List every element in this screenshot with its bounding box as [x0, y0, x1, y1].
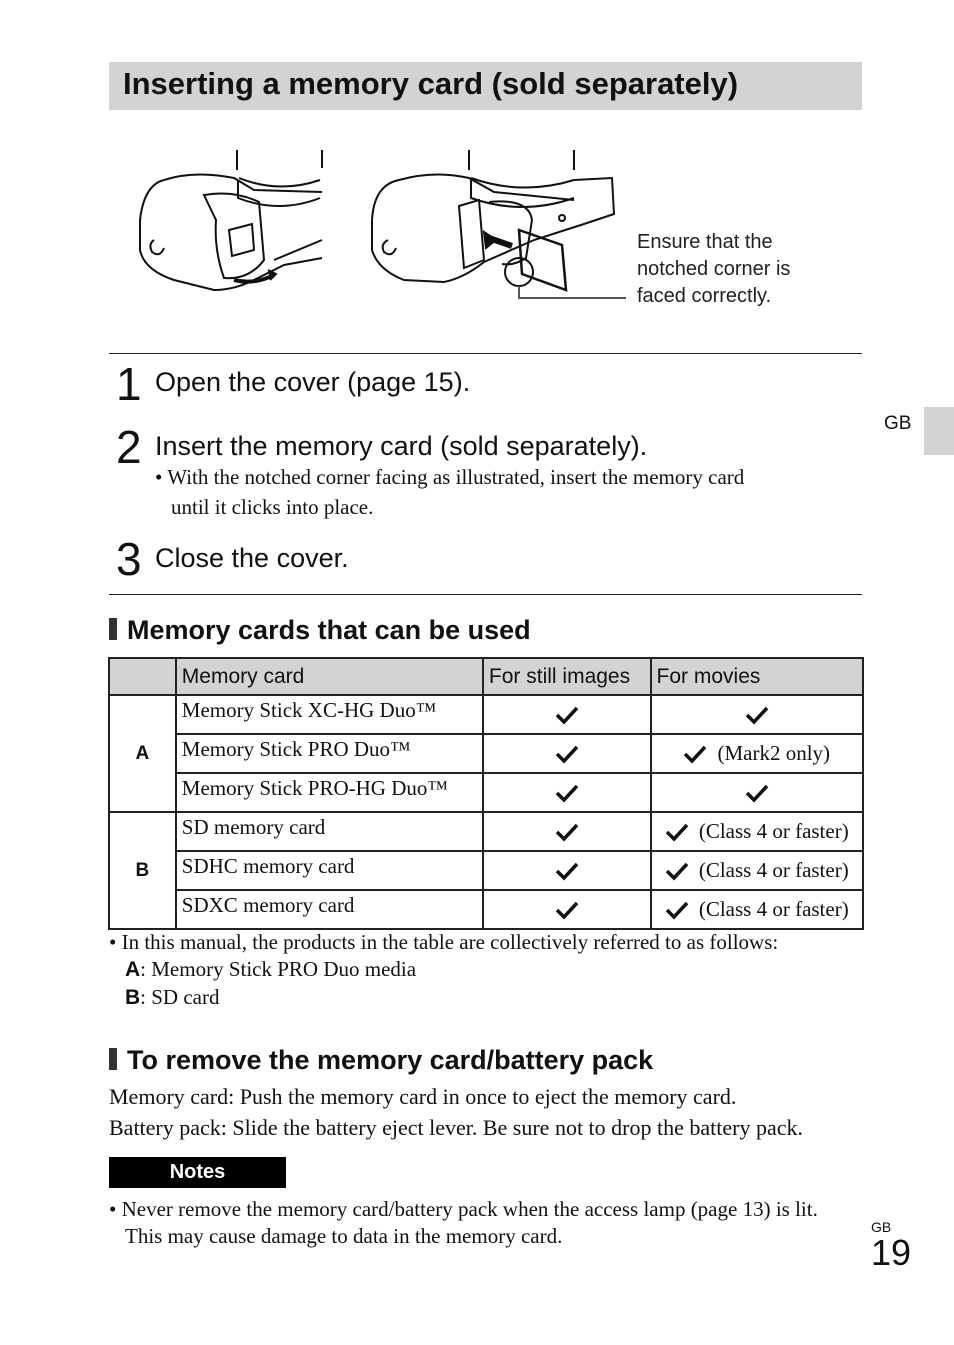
step-bullet: • With the notched corner facing as illustrated, insert the memory card	[155, 465, 745, 489]
illustration-caption-line: Ensure that the	[637, 231, 773, 253]
checkmark-icon	[555, 822, 579, 842]
note-text: Never remove the memory card/battery pack when the access lamp (page 13) is lit.	[121, 1197, 818, 1221]
legend-key: A	[125, 958, 141, 981]
table-header-cell	[109, 658, 176, 695]
movie-note: (Class 4 or faster)	[698, 858, 849, 882]
checkmark-icon	[555, 900, 579, 920]
checkmark-icon	[555, 783, 579, 803]
card-name: SDXC memory card	[176, 890, 483, 929]
step-bullet-text: With the notched corner facing as illustrated, insert the memory card	[167, 465, 745, 489]
step-text: Close the cover.	[155, 543, 349, 573]
section-heading: Memory cards that can be used	[109, 615, 531, 646]
legend-value: : Memory Stick PRO Duo media	[140, 957, 417, 981]
movie-check-cell	[651, 890, 863, 929]
step-text: Insert the memory card (sold separately).	[155, 431, 648, 461]
checkmark-icon	[683, 744, 707, 764]
table-header-row	[109, 658, 863, 695]
checkmark-icon	[665, 861, 689, 881]
checkmark-icon	[665, 900, 689, 920]
table-row	[109, 734, 863, 773]
table-row	[109, 695, 863, 734]
still-check-cell	[483, 734, 651, 773]
page-region-label: GB	[871, 1219, 892, 1235]
step-number: 3	[116, 533, 142, 585]
still-check-cell	[483, 773, 651, 812]
still-check-cell	[483, 812, 651, 851]
card-name: SD memory card	[176, 812, 483, 851]
legend-key: B	[125, 986, 141, 1009]
table-header-cell: Memory card	[176, 658, 483, 695]
note-text-continuation: This may cause damage to data in the memory card.	[125, 1224, 563, 1248]
checkmark-icon	[555, 705, 579, 725]
illustration-caption-line: faced correctly.	[637, 285, 772, 307]
still-check-cell	[483, 695, 651, 734]
movie-note: (Class 4 or faster)	[698, 819, 849, 843]
legend-line	[125, 957, 416, 982]
notes-label: Notes	[109, 1157, 286, 1188]
group-label: B	[109, 812, 176, 929]
table-row	[109, 890, 863, 929]
legend-line	[125, 985, 220, 1010]
checkmark-icon	[745, 783, 769, 803]
movie-check-cell	[651, 734, 863, 773]
checkmark-icon	[555, 744, 579, 764]
note-item: • Never remove the memory card/battery pack when the access lamp (page 13) is lit.	[109, 1197, 818, 1221]
illustration-caption-line: notched corner is	[637, 258, 791, 280]
checkmark-icon	[555, 861, 579, 881]
remove-instruction: Battery pack: Slide the battery eject lever. Be sure not to drop the battery pack.	[109, 1115, 803, 1140]
group-label: A	[109, 695, 176, 812]
table-footnote: • In this manual, the products in the table are collectively referred to as follows:	[109, 930, 779, 954]
table-header-cell: For still images	[483, 658, 651, 695]
divider	[109, 353, 862, 354]
movie-check-cell	[651, 812, 863, 851]
movie-check-cell	[651, 851, 863, 890]
card-name: Memory Stick PRO Duo™	[176, 734, 483, 773]
table-row	[109, 773, 863, 812]
card-name: Memory Stick XC-HG Duo™	[176, 695, 483, 734]
movie-note: (Class 4 or faster)	[698, 897, 849, 921]
page-number: 19	[871, 1232, 912, 1273]
remove-instruction: Memory card: Push the memory card in once to eject the memory card.	[109, 1084, 737, 1109]
checkmark-icon	[665, 822, 689, 842]
step-number: 2	[116, 421, 142, 473]
table-row	[109, 851, 863, 890]
legend-value: : SD card	[140, 985, 220, 1009]
table-footnote-text: In this manual, the products in the table are collectively referred to as follows:	[121, 930, 779, 954]
section-marker-icon	[109, 1048, 117, 1070]
section-marker-icon	[109, 618, 117, 640]
side-tab	[924, 407, 954, 455]
page-title: Inserting a memory card (sold separately)	[123, 66, 739, 101]
memory-card-table	[108, 657, 864, 930]
still-check-cell	[483, 851, 651, 890]
card-name: SDHC memory card	[176, 851, 483, 890]
section-heading: To remove the memory card/battery pack	[109, 1045, 653, 1076]
side-tab-label: GB	[884, 413, 912, 434]
camera-illustration	[134, 140, 634, 340]
card-name: Memory Stick PRO-HG Duo™	[176, 773, 483, 812]
camera-cover-open-icon	[372, 150, 626, 298]
camera-cover-closed-icon	[140, 150, 322, 290]
table-row	[109, 812, 863, 851]
movie-check-cell	[651, 773, 863, 812]
movie-check-cell	[651, 695, 863, 734]
still-check-cell	[483, 890, 651, 929]
divider	[109, 594, 862, 595]
checkmark-icon	[745, 705, 769, 725]
step-text: Open the cover (page 15).	[155, 367, 471, 397]
table-header-cell: For movies	[651, 658, 863, 695]
step-bullet-continuation: until it clicks into place.	[171, 495, 374, 519]
movie-note: (Mark2 only)	[717, 741, 831, 765]
step-number: 1	[116, 358, 142, 410]
